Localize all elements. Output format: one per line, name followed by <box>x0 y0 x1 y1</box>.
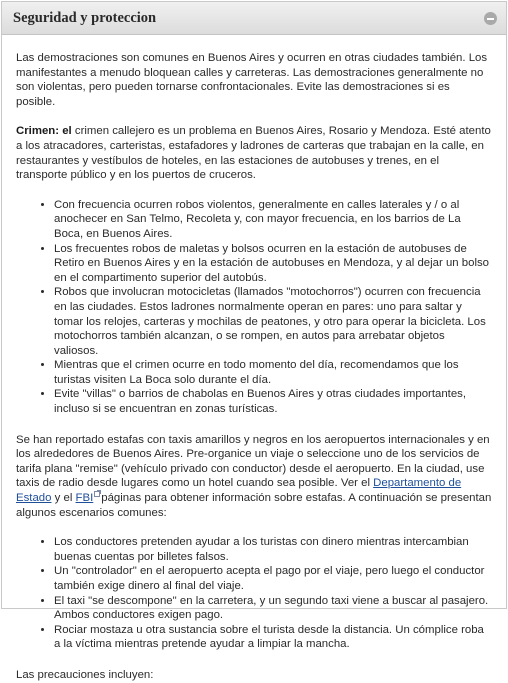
list-item: • Evite "villas" o barrios de chabolas en Buenos Aires y otras ciudades importantes, incluso si se encuentran en zonas turísticas. <box>54 387 492 416</box>
crime-label: Crimen: el <box>16 125 72 138</box>
section-title: Seguridad y proteccion <box>13 9 157 26</box>
scams-paragraph <box>16 433 492 521</box>
list-item: • Con frecuencia ocurren robos violentos, generalmente en calles laterales y / o al anochecer en San Telmo, Recoleta y, con mayor frecuencia, en los barrios de La Boca, en Buenos Aires. <box>54 198 492 242</box>
list-item: • Un "controlador" en el aeropuerto acepta el pago por el viaje, pero luego el conductor también exige dinero al final del viaje. <box>54 564 492 593</box>
scams-text-before: Se han reportado estafas con taxis amarillos y negros en los aeropuertos internacionales y en los alrededores de Buenos Aires. Pre-organice un viaje o seleccione uno de los servicios de tarifa plana "remise" (vehículo privado con conductor) desde el aeropuerto. En la ciudad, use taxis de radio desde lugares como un hotel cuando sea posible. Ver el <box>16 433 490 490</box>
crime-paragraph <box>16 124 492 182</box>
list-item: • Los frecuentes robos de maletas y bolsos ocurren en la estación de autobuses de Retiro en Buenos Aires y en la estación de autobuses en Mendoza, y al dejar un bolso en el compartimento superior del autobús. <box>54 242 492 286</box>
external-link-icon <box>94 491 100 497</box>
collapse-icon[interactable] <box>484 12 497 25</box>
state-department-link[interactable]: Departamento de Estado <box>16 477 462 505</box>
scams-text-middle: y el <box>51 492 76 505</box>
scams-list <box>16 535 492 652</box>
safety-panel <box>1 1 507 681</box>
section-header[interactable] <box>2 2 506 35</box>
precautions-paragraph: Las precauciones incluyen: <box>16 668 154 681</box>
list-item: • El taxi "se descompone" en la carretera, y un segundo taxi viene a buscar al pasajero. Ambos conductores exigen pago. <box>54 594 492 623</box>
list-item: • Los conductores pretenden ayudar a los turistas con dinero mientras intercambian buenas cuentas por billetes falsos. <box>54 535 492 564</box>
fbi-link[interactable]: FBI <box>75 492 94 505</box>
section-content <box>2 35 506 683</box>
intro-paragraph: Las demostraciones son comunes en Buenos Aires y ocurren en otras ciudades también. Los manifestantes a menudo bloquean calles y carreteras. Las demostraciones generalmente no son violentas, pero pueden tornarse confrontacionales. Evite las demostraciones si es posible. <box>16 52 488 108</box>
list-item: • Rociar mostaza u otra sustancia sobre el turista desde la distancia. Un cómplice roba a la víctima mientras pretende ayudar a limpiar la mancha. <box>54 623 492 652</box>
list-item: • Robos que involucran motocicletas (llamados "motochorros") ocurren con frecuencia en las ciudades. Estos ladrones normalmente operan en pares: uno para saltar y tomar los relojes, carteras y mochilas de peatones, y otro para operar la bicicleta. Los motochorros también alcanzan, o se rompen, en autos para arrebatar objetos valiosos. <box>54 285 492 358</box>
crime-list <box>16 198 492 417</box>
crime-text: crimen callejero es un problema en Buenos Aires, Rosario y Mendoza. Esté atento a los atracadores, carteristas, estafadores y ladrones de carteras que trabajan en la calle, en restaurantes y vestíbulos de hoteles, en las estaciones de autobuses y trenes, en el transporte público y en los puertos de cruceros. <box>16 125 491 182</box>
scams-text-after: páginas para obtener información sobre estafas. A continuación se presentan algunos escenarios comunes: <box>16 492 492 519</box>
list-item: • Mientras que el crimen ocurre en todo momento del día, recomendamos que los turistas visiten La Boca solo durante el día. <box>54 358 492 387</box>
